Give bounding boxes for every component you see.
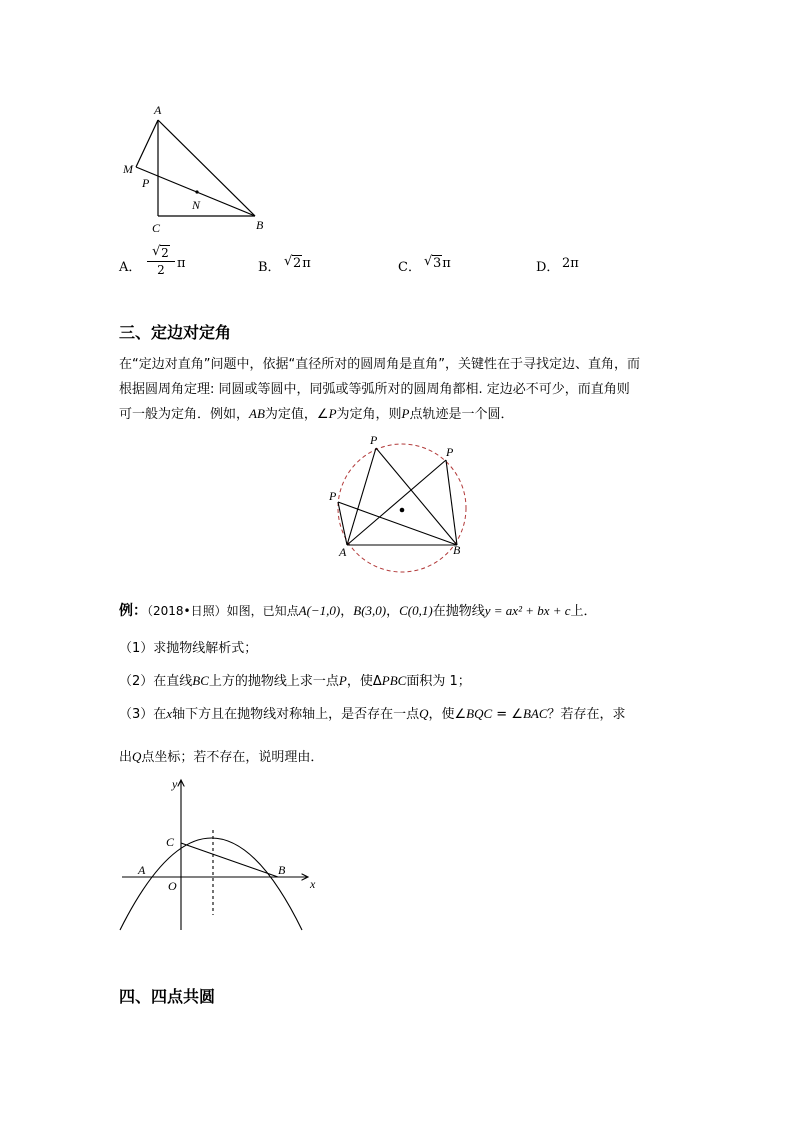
label-c: C xyxy=(152,221,161,235)
center-dot xyxy=(400,508,405,513)
label-p-left: P xyxy=(329,489,337,503)
choice-d[interactable] xyxy=(536,246,626,282)
choice-c-radicand: 3 xyxy=(433,256,442,271)
choice-b-radicand: 2 xyxy=(293,256,302,271)
choice-a-fraction: √ 2 2 xyxy=(147,246,175,277)
label-a: A xyxy=(154,103,162,117)
label-p: P xyxy=(142,176,150,190)
question-1: （1）求抛物线解析式； xyxy=(119,641,258,656)
parabola-figure xyxy=(112,770,332,935)
question-3: （3）在x轴下方且在抛物线对称轴上，是否存在一点Q，使∠BQC = ∠BAC？若存在，求 xyxy=(119,706,626,722)
label-m: M xyxy=(123,162,133,176)
section-3-line-3: 可一般为定角．例如，AB为定值，∠P为定角，则P点轨迹是一个圆． xyxy=(119,406,514,422)
section-3-line-2: 根据圆周角定理: 同圆或等圆中，同弧或等弧所对的圆周角都相. 定边必不可少，而直角则 xyxy=(119,382,630,397)
label-b-circle: B xyxy=(453,543,461,557)
label-origin: O xyxy=(168,879,177,893)
choice-b-pi: π xyxy=(302,256,311,271)
choice-a-letter: A． xyxy=(119,260,142,275)
choice-d-letter: D． xyxy=(536,260,560,275)
label-a-circle: A xyxy=(339,545,347,559)
choice-a-numerator: 2 xyxy=(161,246,169,260)
choice-d-value: 2π xyxy=(562,256,579,271)
choice-a[interactable] xyxy=(119,246,209,282)
label-p-right: P xyxy=(446,445,454,459)
section-4-title: 四、四点共圆 xyxy=(119,987,216,1006)
example-lead: 例： xyxy=(119,603,147,619)
triangle-figure xyxy=(110,98,280,240)
label-x-axis: x xyxy=(310,877,316,891)
choice-a-denominator: 2 xyxy=(157,263,165,277)
circle-figure xyxy=(318,430,486,580)
choice-c-pi: π xyxy=(442,256,451,271)
choice-c[interactable]: C． √ 3π xyxy=(398,254,451,275)
choice-b-letter: B． xyxy=(258,260,281,275)
example-statement: 例：（2018•日照）如图，已知点A(−1,0)，B(3,0)，C(0,1)在抛物线y = ax² + bx + c上． xyxy=(119,603,597,619)
label-c-parabola: C xyxy=(166,835,175,849)
label-y-axis: y xyxy=(172,777,178,791)
label-b-parabola: B xyxy=(278,863,286,877)
choice-c-letter: C． xyxy=(398,260,421,275)
point-n-dot xyxy=(195,190,198,193)
question-2: （2）在直线BC上方的抛物线上求一点P，使ΔPBC面积为 1； xyxy=(119,673,471,689)
choice-b[interactable]: B． √ 2π xyxy=(258,254,311,275)
section-3-line-1: 在“定边对直角”问题中，依据“直径所对的圆周角是直角”，关键性在于寻找定边、直角，而 xyxy=(119,357,640,372)
choice-a-pi: π xyxy=(177,256,186,271)
question-3-cont: 出Q点坐标；若不存在，说明理由． xyxy=(119,749,324,765)
section-3-title: 三、定边对定角 xyxy=(119,323,232,342)
label-a-parabola: A xyxy=(138,863,146,877)
label-n: N xyxy=(192,198,201,212)
label-b: B xyxy=(256,218,264,232)
label-p-top: P xyxy=(370,433,378,447)
parabola-curve xyxy=(120,838,302,930)
